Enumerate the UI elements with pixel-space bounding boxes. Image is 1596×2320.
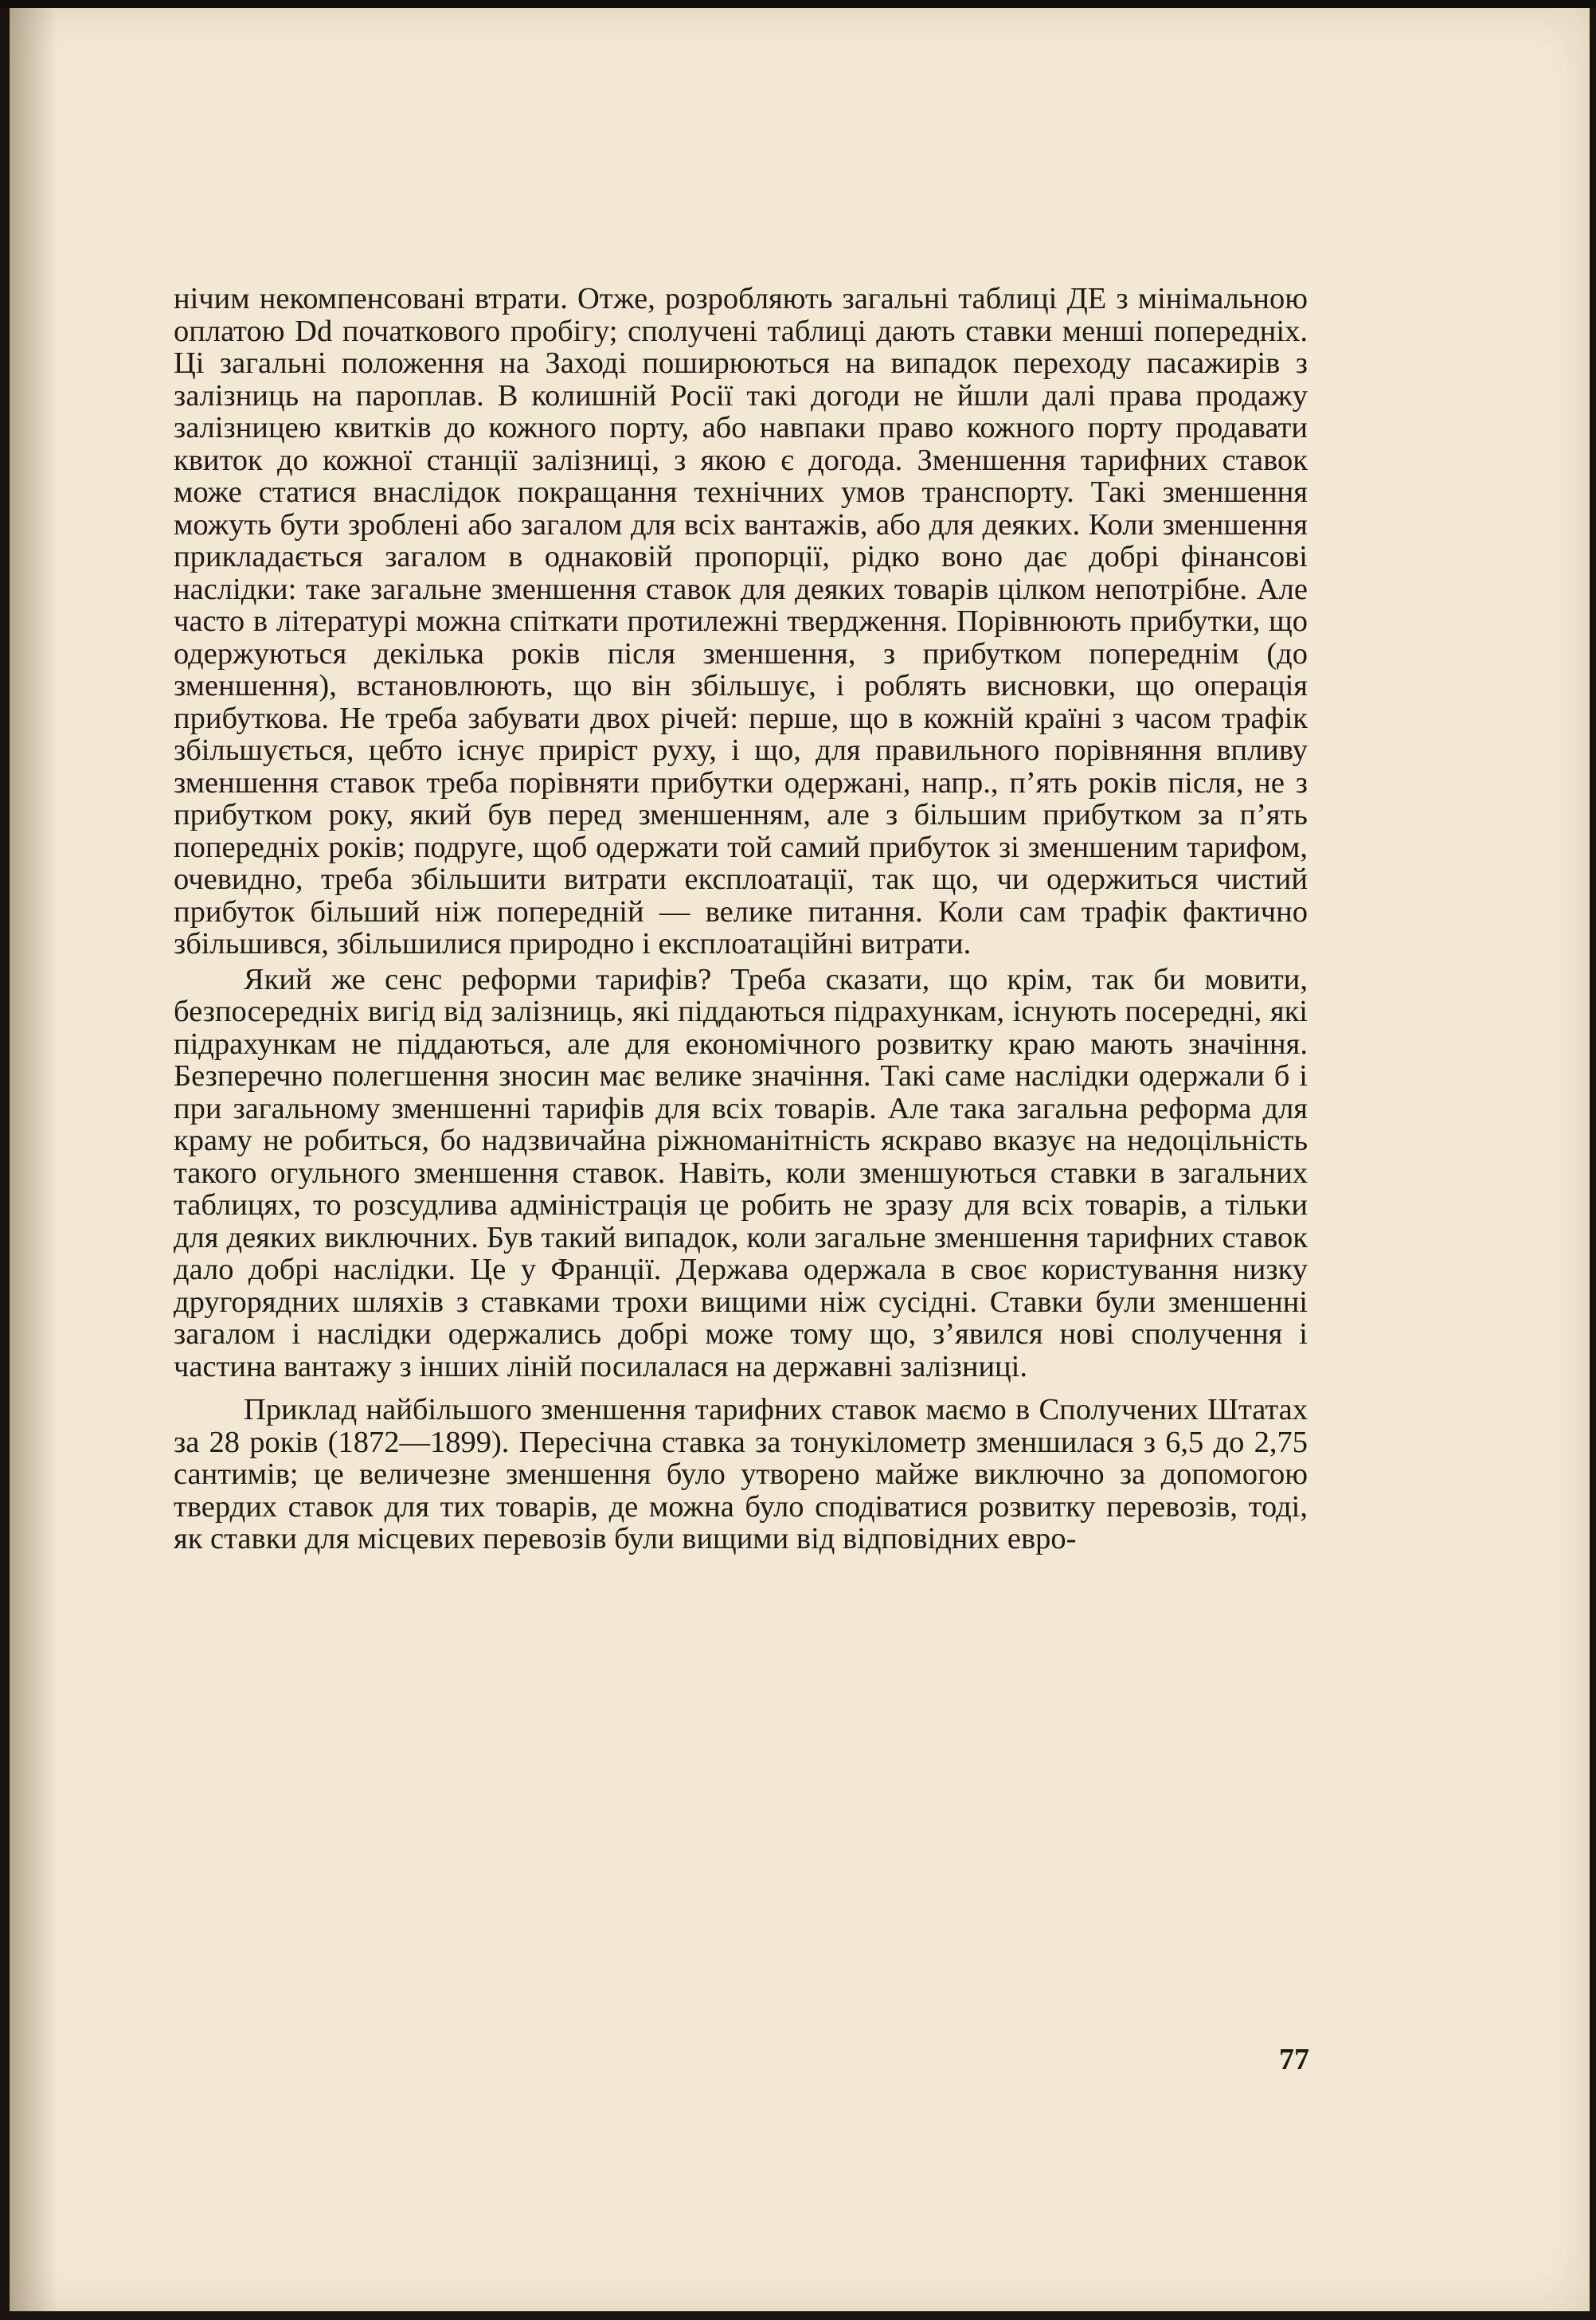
paragraph-3: Приклад найбільшого зменшення тарифних ставок маємо в Сполучених Штатах за 28 років (1872—1899). Пересічна ставка за тонукілометр зменшилася з 6,5 до 2,75 сантимів; це величезне зменшення було утворено майже виключно за допомогою твердих ставок для тих товарів, де можна було сподіватися розвитку перевозів, тоді, як ставки для місцевих перевозів були вищими від відповідних евро- — [174, 1393, 1308, 1555]
top-edge — [0, 0, 1596, 8]
body-text — [174, 283, 1308, 1555]
gutter-shadow — [10, 8, 57, 2311]
paragraph-2: Який же сенс реформи тарифів? Треба сказати, що крім, так би мовити, безпосередніх вигід від залізниць, які піддаються підрахункам, існують посередні, які підрахункам не піддаються, але для економічного розвитку краю мають значіння. Безперечно полегшення зносин має велике значіння. Такі саме наслідки одержали б і при загальному зменшенні тарифів для всіх товарів. Але така загальна реформа для краму не робиться, бо надзвичайна ріжноманітність яскраво вказує на недоцільність такого огульного зменшення ставок. Навіть, коли зменшуються ставки в загальних таблицях, то розсудлива адміністрація це робить не зразу для всіх товарів, а тільки для деяких виключних. Був такий випадок, коли загальне зменшення тарифних ставок дало добрі наслідки. Це у Франції. Держава одержала в своє користування низку другорядних шляхів з ставками трохи вищими ніж сусідні. Ставки були зменшенні загалом і наслідки одержались добрі може тому що, з’явился нові сполучення і частина вантажу з інших ліній посилалася на державні залізниці. — [174, 962, 1308, 1383]
paragraph-1: нічим некомпенсовані втрати. Отже, розробляють загальні таблиці ДЕ з мінімальною оплатою Dd початкового пробігу; сполучені таблиці дають ставки менші попередніх. Ці загальні положення на Заході поширюються на випадок переходу пасажирів з залізниць на пароплав. В колишній Росії такі догоди не йшли далі права продажу залізницею квитків до кожного порту, або навпаки право кожного порту продавати квиток до кожної станції залізниці, з якою є догода. Зменшення тарифних ставок може статися внаслідок покращання технічних умов транспорту. Такі зменшення можуть бути зроблені або загалом для всіх вантажів, або для деяких. Коли зменшення прикладається загалом в однаковій пропорції, рідко воно дає добрі фінансові наслідки: таке загальне зменшення ставок для деяких товарів цілком непотрібне. Але часто в літературі можна спіткати протилежні твердження. Порівнюють прибутки, що одержуються декілька років після зменшення, з прибутком попереднім (до зменшення), встановлюють, що він збільшує, і роблять висновки, що операція прибуткова. Не треба забувати двох річей: перше, що в кожній країні з часом трафік збільшується, цебто існує приріст руху, і що, для правильного порівняння впливу зменшення ставок треба порівняти прибутки одержані, напр., п’ять років після, не з прибутком року, який був перед зменшенням, але з більшим прибутком за п’ять попередніх років; подруге, щоб одержати той самий прибуток зі зменшеним тарифом, очевидно, треба збільшити витрати експлоатації, так що, чи одержиться чистий прибуток більший ніж попередній — велике питання. Коли сам трафік фактично збільшився, збільшилися природно і експлоатаційні витрати. — [174, 282, 1308, 960]
page-number: 77 — [1279, 2043, 1309, 2076]
